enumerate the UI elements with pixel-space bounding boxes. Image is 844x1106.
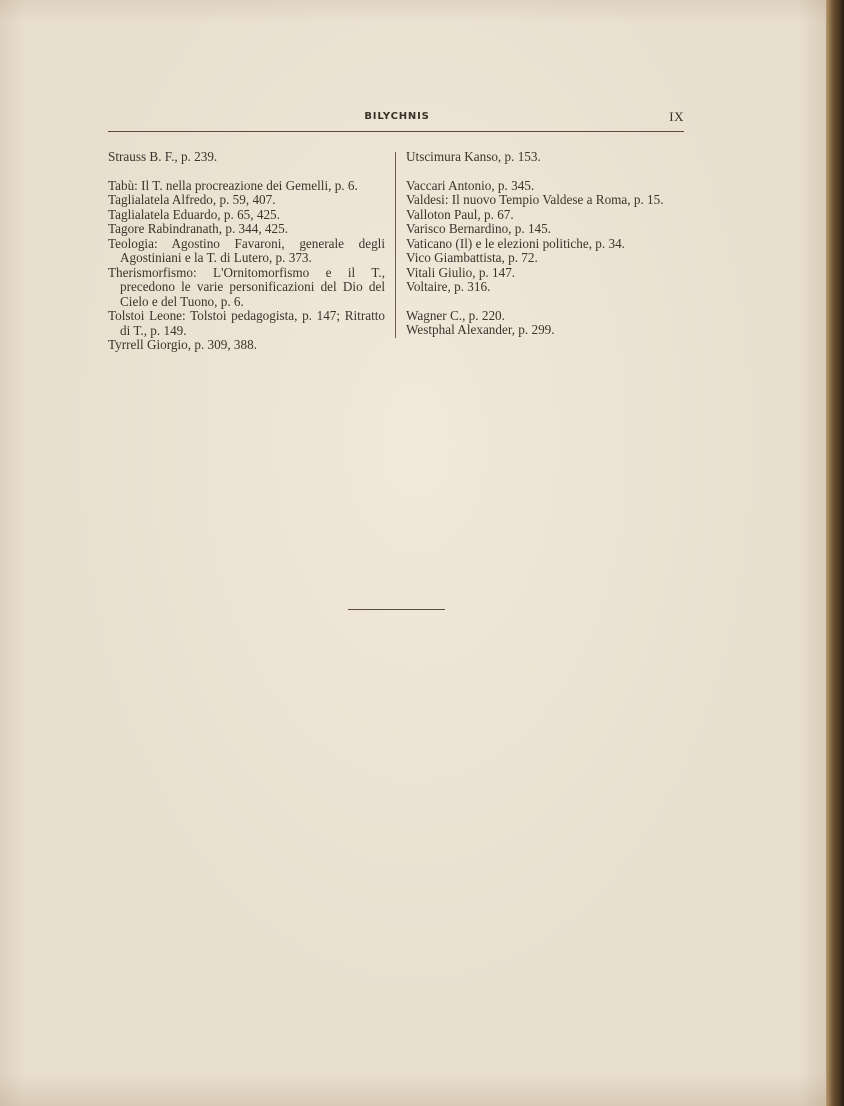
index-entry: Varisco Bernardino, p. 145. <box>406 221 552 236</box>
index-entry: Valdesi: Il nuovo Tempio Valdese a Roma, p. 15. <box>406 192 664 207</box>
index-entry: Voltaire, p. 316. <box>406 279 491 294</box>
journal-title: BILYCHNIS <box>364 111 430 122</box>
group-spacer <box>406 165 684 179</box>
index-entry: Strauss B. F., p. 239. <box>108 149 218 164</box>
index-entry: Taglialatela Alfredo, p. 59, 407. <box>108 192 276 207</box>
group-spacer <box>406 295 684 309</box>
group-spacer <box>108 165 385 179</box>
index-entry: Vico Giambattista, p. 72. <box>406 250 538 265</box>
index-column-left <box>108 150 385 353</box>
index-entry: Utscimura Kanso, p. 153. <box>406 149 541 164</box>
index-entry: Vaticano (Il) e le elezioni politiche, p. 34. <box>406 235 625 251</box>
column-divider <box>395 152 396 338</box>
index-entry: Valloton Paul, p. 67. <box>406 206 514 222</box>
index-entry: Tolstoi Leone: Tolstoi pedagogista, p. 147; Ritratto di T., p. 149. <box>108 308 385 338</box>
running-header <box>108 111 686 131</box>
index-entry: Tyrrell Giorgio, p. 309, 388. <box>108 337 258 352</box>
index-entry: Tagore Rabindranath, p. 344, 425. <box>108 221 288 236</box>
page-edge <box>826 0 844 1106</box>
index-entry: Vaccari Antonio, p. 345. <box>406 177 535 193</box>
index-entry: Wagner C., p. 220. <box>406 307 505 323</box>
index-entry: Tabù: Il T. nella procreazione dei Gemelli, p. 6. <box>108 177 358 193</box>
end-rule <box>348 609 445 610</box>
index-entry: Taglialatela Eduardo, p. 65, 425. <box>108 206 280 222</box>
header-rule <box>108 131 684 132</box>
index-entry: Vitali Giulio, p. 147. <box>406 264 516 280</box>
index-entry: Teologia: Agostino Favaroni, generale degli Agostiniani e la T. di Lutero, p. 373. <box>108 235 385 265</box>
index-entry: Westphal Alexander, p. 299. <box>406 322 555 337</box>
index-column-right <box>406 150 684 338</box>
page-number: IX <box>669 109 684 124</box>
index-entry: Therismorfismo: L'Ornitomorfismo e il T., precedono le varie personificazioni del Dio del Cielo e del Tuono, p. 6. <box>108 264 385 309</box>
